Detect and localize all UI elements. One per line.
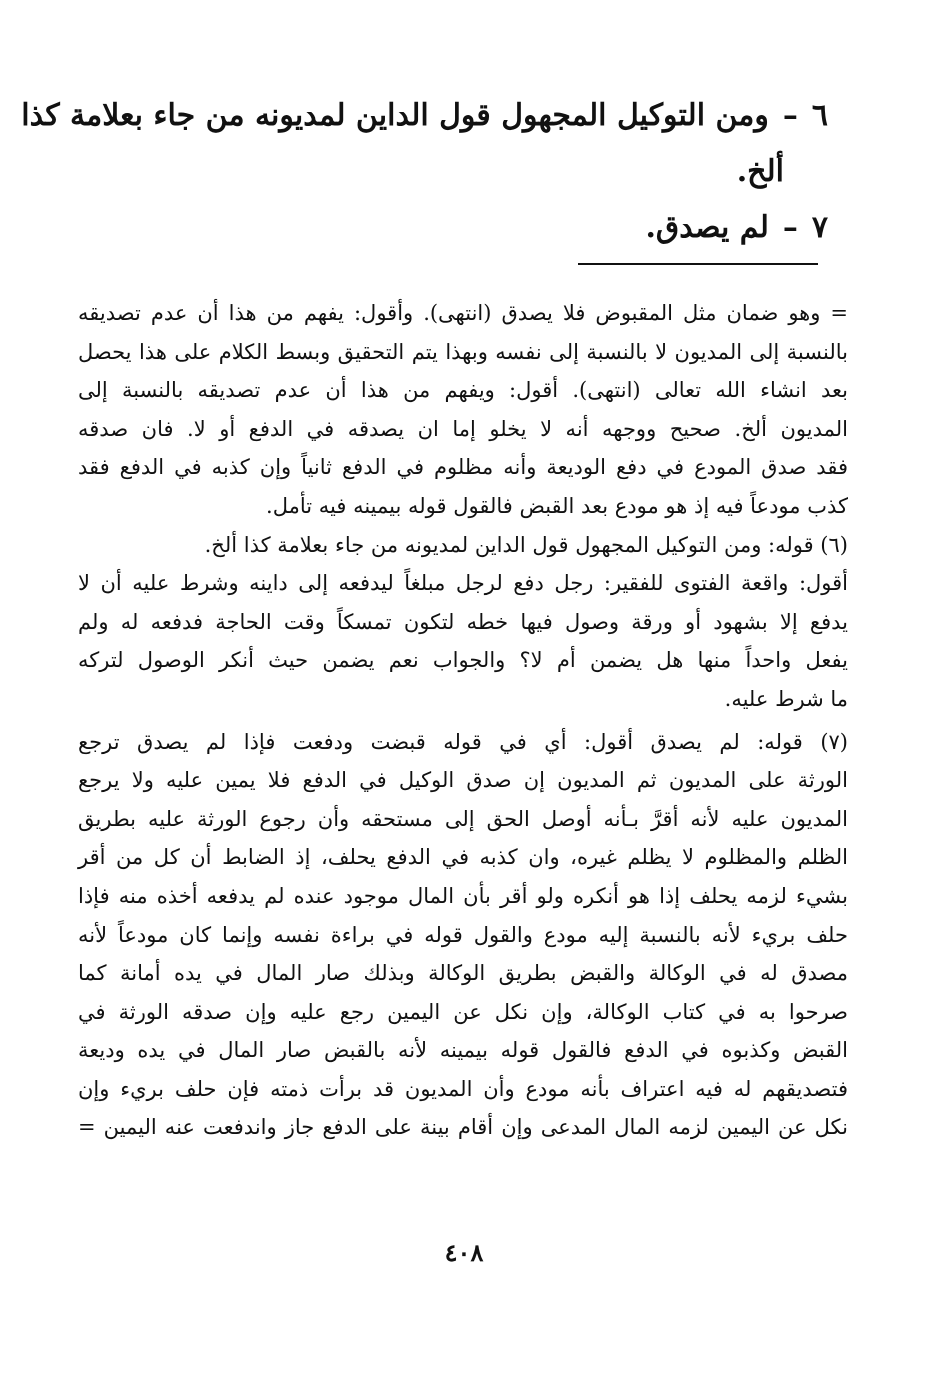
- item-text: لم يصدق.: [645, 210, 769, 245]
- item-dash: –: [782, 98, 798, 133]
- footnote-line: الظلم والمظلوم لا يظلم غيره، وان كذبه في الدفع يحلف، إذ الضابط أن كل من أقر: [78, 845, 848, 870]
- footnote-7-heading: (٧) قوله: لم يصدق أقول: أي في قوله قبضت ودفعت فإذا لم يصدق ترجع: [78, 729, 848, 754]
- footnote-line: أقول: واقعة الفتوى للفقير: رجل دفع لرجل مبلغاً ليدفعه إلى داينه وشرط عليه أن لا: [78, 571, 848, 596]
- main-item-6-continuation: [68, 144, 828, 200]
- item-number: ٦: [811, 98, 828, 133]
- footnote-line: نكل عن اليمين لزمه المال المدعى وإن أقام بينة على الدفع جاز واندفعت عنه اليمين =: [78, 1115, 848, 1140]
- footnote-line: ما شرط عليه.: [724, 686, 848, 711]
- footnote-line: كذب مودعاً فيه إذ هو مودع بعد القبض فالقول قوله بيمينه فيه تأمل.: [266, 493, 848, 518]
- footnote-line: صرحوا به في كتاب الوكالة، وإن نكل عن اليمين رجع عليه وإن صدقه الورثة في: [78, 999, 848, 1024]
- item-dash: –: [782, 210, 798, 245]
- footnote-6-heading: (٦) قوله: ومن التوكيل المجهول قول الداين لمديونه من جاء بعلامة كذا ألخ.: [204, 532, 848, 557]
- footnote-line: المديون عليه لأنه أقرَّ بـأنه أوصل الحق إلى مستحقه وأن رجوع الورثة عليه بطريق: [78, 806, 848, 831]
- footnote-line: بالنسبة إلى المديون لا بالنسبة إلى نفسه وبهذا يتم التحقيق وبسط الكلام على هذا يحصل: [78, 339, 848, 364]
- footnote-line: بشيء لزمه يحلف إذا هو أنكره ولو أقر بأن المال موجود عنده لم يدفعه أخذه منه فإذا: [78, 883, 848, 908]
- footnote-line: القبض وكذبوه في الدفع فالقول قوله بيمينه لأنه بالقبض صار المال في يده وديعة: [78, 1038, 848, 1063]
- footnotes: [78, 294, 848, 1147]
- footnote-line: فتصديقهم له فيه اعتراف بأنه مودع وأن المديون قد برأت ذمته فإن حلف بريء وإن: [78, 1076, 848, 1101]
- footnote-line: حلف بريء لأنه بالنسبة إليه مودع والقول قوله في براءة نفسه وإنما كان مودعاً لأنه: [78, 922, 848, 947]
- footnote-separator: [578, 263, 818, 265]
- page-number: ٤٠٨: [444, 1238, 484, 1267]
- footnote-line: مصدق له في الوكالة والقبض بطريق الوكالة وبذلك صار المال في يده أمانة كما: [78, 961, 848, 986]
- main-item-7: [68, 200, 828, 256]
- item-number: ٧: [811, 210, 828, 245]
- item-text-continued: ألخ.: [736, 154, 784, 189]
- footnote-line: = وهو ضمان مثل المقبوض فلا يصدق (انتهى). وأقول: يفهم من هذا أن عدم تصديقه: [78, 301, 848, 325]
- footnote-line: يفعل واحداً منها هل يضمن أم لا؟ والجواب نعم يضمن حيث أنكر الوصول لتركه: [78, 648, 848, 673]
- footnote-line: يدفع إلا بشهود أو ورقة وصول فيها خطه لتكون تمسكاً وقت الحاجة فدفعه له ولم: [78, 609, 848, 634]
- footnote-line: الورثة على المديون ثم المديون إن صدق الوكيل في الدفع فلا يمين عليه ولا يرجع: [78, 768, 848, 793]
- footnote-line: بعد انشاء الله تعالى (انتهى). أقول: ويفهم من هذا أن عدم تصديقه بالنسبة إلى: [78, 378, 848, 403]
- item-text: ومن التوكيل المجهول قول الداين لمديونه من جاء بعلامة كذا: [21, 98, 769, 133]
- main-text: [21, 88, 828, 256]
- footnote-line: المديون ألخ. صحيح ووجهه أنه لا يخلو إما ان يصدقه في الدفع أو لا. فان صدقه: [78, 416, 848, 441]
- main-item-6: [21, 88, 828, 144]
- footnote-line: فقد صدق المودع في دفع الوديعة وأنه مظلوم في الدفع ثانياً وإن كذبه في الدفع فقد: [78, 455, 848, 480]
